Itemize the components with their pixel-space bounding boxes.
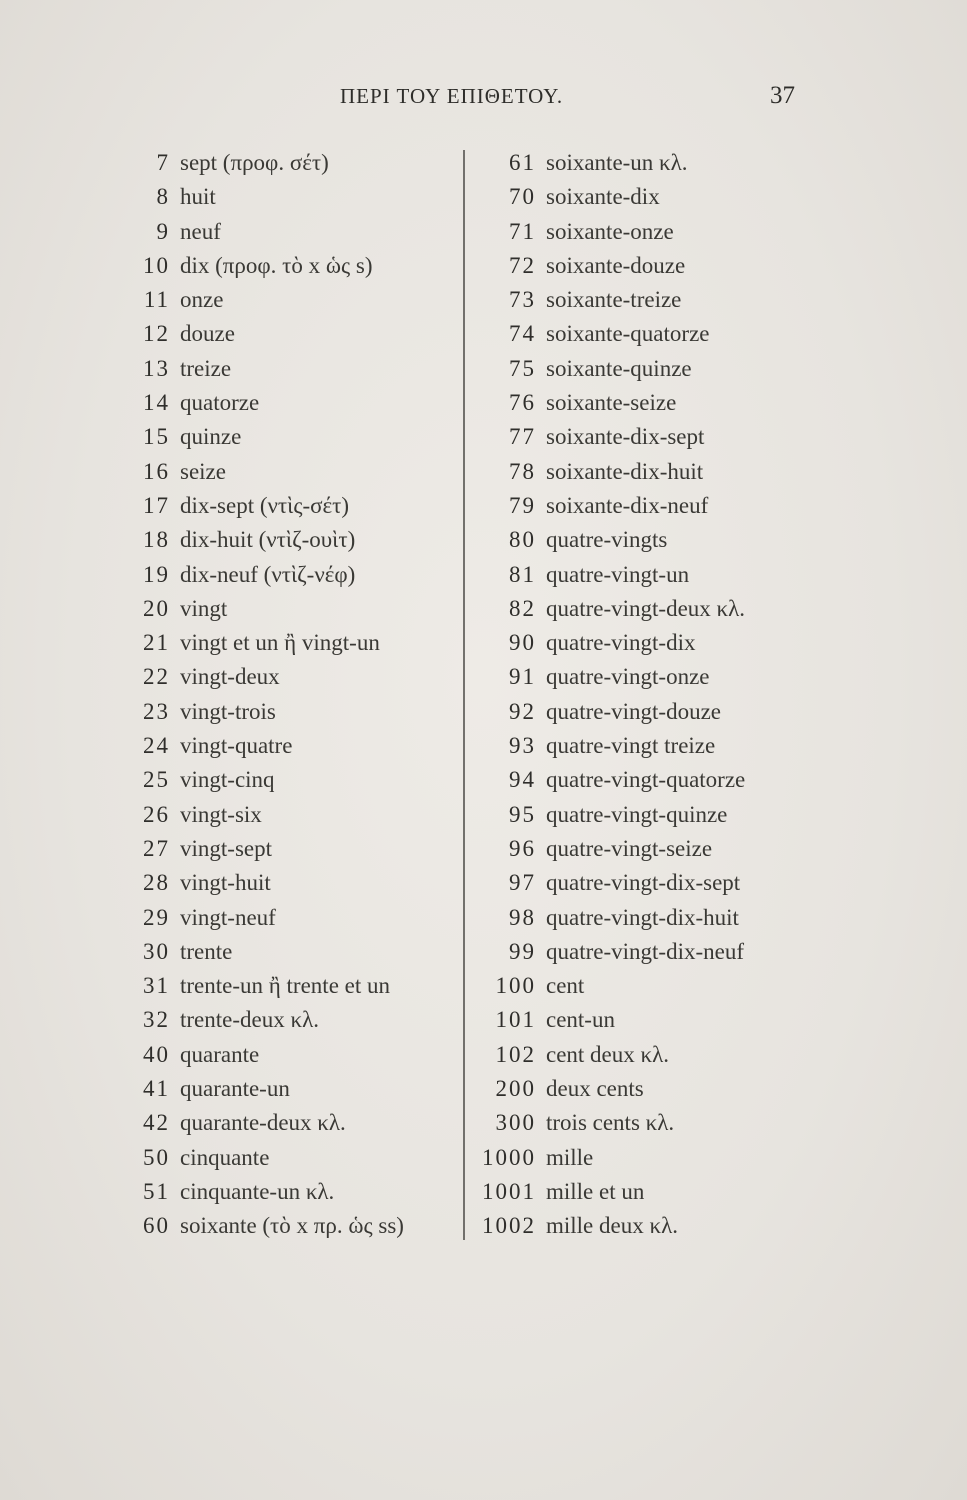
numeral: 7: [156, 150, 170, 175]
number-word: soixante-quinze: [546, 355, 692, 381]
number-row: [120, 489, 460, 523]
number-word: dix (προφ. τὸ x ὡς s): [180, 252, 373, 278]
number-word: soixante-seize: [546, 390, 677, 416]
numeral: 1002: [482, 1213, 536, 1239]
numeral: 1000: [482, 1144, 536, 1170]
number-word: vingt-trois: [180, 698, 276, 724]
numeral: 95: [509, 801, 536, 827]
number-row: [120, 1003, 460, 1037]
number-row: [468, 695, 808, 729]
numeral: 9: [156, 218, 170, 244]
numeral: 16: [143, 458, 170, 484]
page-number: 37: [770, 82, 795, 109]
number-word: quatre-vingt-dix: [546, 630, 696, 656]
number-row: [468, 1072, 808, 1106]
page-title: ΠΕΡΙ ΤΟΥ ΕΠΙΘΕΤΟΥ.: [340, 84, 564, 108]
numeral: 25: [143, 767, 170, 793]
number-word: soixante-onze: [546, 218, 674, 244]
numeral: 76: [509, 390, 536, 416]
numeral: 29: [143, 904, 170, 930]
number-word: quatre-vingt-quinze: [546, 801, 728, 827]
numeral: 24: [143, 733, 170, 759]
number-row: [120, 1209, 460, 1243]
number-row: [468, 592, 808, 626]
numeral: 32: [143, 1007, 170, 1033]
number-row: [468, 180, 808, 214]
number-word: soixante-dix: [546, 184, 660, 210]
number-row: [468, 660, 808, 694]
numeral: 99: [509, 938, 536, 964]
number-row: [120, 1072, 460, 1106]
number-row: [468, 558, 808, 592]
number-row: [120, 455, 460, 489]
number-row: [468, 832, 808, 866]
numeral: 97: [509, 870, 536, 896]
number-row: [120, 1141, 460, 1175]
number-word: quatre-vingt-dix-huit: [546, 904, 739, 930]
numeral: 1001: [482, 1178, 536, 1204]
number-word: vingt-six: [180, 801, 262, 827]
number-row: [468, 1141, 808, 1175]
number-word: cent-un: [546, 1007, 615, 1033]
number-row: [468, 1175, 808, 1209]
numeral: 101: [495, 1007, 536, 1033]
number-row: [468, 489, 808, 523]
number-word: cent deux κλ.: [546, 1041, 670, 1067]
number-row: [120, 386, 460, 420]
number-row: [468, 146, 808, 180]
number-row: [120, 763, 460, 797]
number-word: onze: [180, 287, 224, 313]
number-row: [468, 1106, 808, 1140]
number-word: quatre-vingt-un: [546, 561, 690, 587]
numeral: 23: [143, 698, 170, 724]
number-row: [120, 592, 460, 626]
number-word: vingt-sept: [180, 835, 272, 861]
number-word: dix-neuf (ντὶζ-νέφ): [180, 561, 356, 587]
numeral: 73: [509, 287, 536, 313]
number-row: [468, 523, 808, 557]
number-row: [120, 180, 460, 214]
number-row: [120, 660, 460, 694]
numeral: 78: [509, 458, 536, 484]
numeral: 61: [509, 150, 536, 175]
number-word: soixante-dix-huit: [546, 458, 704, 484]
numeral: 74: [509, 321, 536, 347]
numeral: 72: [509, 252, 536, 278]
number-word: cinquante-un κλ.: [180, 1178, 335, 1204]
number-row: [120, 798, 460, 832]
number-row: [120, 729, 460, 763]
number-row: [120, 249, 460, 283]
number-word: vingt-neuf: [180, 904, 276, 930]
number-word: soixante-treize: [546, 287, 682, 313]
number-word: vingt et un ἢ vingt-un: [180, 630, 380, 656]
numeral: 40: [143, 1041, 170, 1067]
number-word: quatorze: [180, 390, 260, 416]
numeral: 18: [143, 527, 170, 553]
number-row: [120, 866, 460, 900]
numeral: 102: [495, 1041, 536, 1067]
number-row: [120, 558, 460, 592]
number-row: [468, 763, 808, 797]
number-row: [120, 832, 460, 866]
number-word: vingt-cinq: [180, 767, 275, 793]
number-row: [120, 1038, 460, 1072]
number-row: [468, 420, 808, 454]
number-row: [468, 798, 808, 832]
numeral: 71: [509, 218, 536, 244]
numeral: 41: [143, 1076, 170, 1102]
numeral: 30: [143, 938, 170, 964]
numeral: 200: [495, 1076, 536, 1102]
number-word: soixante-dix-sept: [546, 424, 705, 450]
numeral: 50: [143, 1144, 170, 1170]
number-word: soixante-quatorze: [546, 321, 710, 347]
number-row: [120, 420, 460, 454]
numeral: 93: [509, 733, 536, 759]
number-word: quatre-vingt-deux κλ.: [546, 595, 746, 621]
numeral: 60: [143, 1213, 170, 1239]
number-row: [468, 626, 808, 660]
numeral: 79: [509, 492, 536, 518]
number-row: [468, 386, 808, 420]
number-row: [120, 695, 460, 729]
number-row: [468, 455, 808, 489]
number-word: soixante-dix-neuf: [546, 492, 709, 518]
numeral: 26: [143, 801, 170, 827]
number-word: quatre-vingts: [546, 527, 668, 553]
number-word: cinquante: [180, 1144, 270, 1170]
number-word: quatre-vingt-seize: [546, 835, 713, 861]
number-row: [468, 1209, 808, 1243]
number-word: soixante-un κλ.: [546, 150, 688, 175]
number-word: seize: [180, 458, 226, 484]
numeral: 51: [143, 1178, 170, 1204]
number-word: deux cents: [546, 1076, 644, 1102]
number-word: quatre-vingt-dix-neuf: [546, 938, 744, 964]
number-word: trente-un ἢ trente et un: [180, 973, 390, 999]
number-word: quarante-deux κλ.: [180, 1110, 346, 1136]
number-row: [120, 523, 460, 557]
number-word: quatre-vingt-onze: [546, 664, 710, 690]
number-row: [120, 317, 460, 351]
number-word: quatre-vingt-quatorze: [546, 767, 746, 793]
number-row: [120, 352, 460, 386]
number-word: quatre-vingt-dix-sept: [546, 870, 741, 896]
number-row: [468, 901, 808, 935]
number-row: [468, 283, 808, 317]
numeral: 11: [143, 287, 170, 313]
number-word: trente: [180, 938, 233, 964]
numeral: 19: [143, 561, 170, 587]
number-word: trois cents κλ.: [546, 1110, 675, 1136]
number-row: [468, 317, 808, 351]
numeral: 70: [509, 184, 536, 210]
number-word: vingt-deux: [180, 664, 280, 690]
number-row: [468, 1038, 808, 1072]
number-word: dix-huit (ντὶζ-ουὶτ): [180, 527, 356, 553]
numeral: 77: [509, 424, 536, 450]
number-row: [468, 729, 808, 763]
number-row: [120, 283, 460, 317]
number-row: [468, 249, 808, 283]
numeral: 14: [143, 390, 170, 416]
number-word: quatre-vingt treize: [546, 733, 716, 759]
number-word: soixante (τὸ x πρ. ὡς ss): [180, 1213, 404, 1239]
numeral: 21: [143, 630, 170, 656]
numeral: 75: [509, 355, 536, 381]
numeral: 300: [495, 1110, 536, 1136]
numeral: 94: [509, 767, 536, 793]
number-row: [468, 969, 808, 1003]
numeral: 22: [143, 664, 170, 690]
numeral: 91: [509, 664, 536, 690]
number-row: [120, 626, 460, 660]
number-word: dix-sept (ντὶς-σέτ): [180, 492, 350, 518]
numeral: 31: [143, 973, 170, 999]
number-row: [120, 146, 460, 180]
number-word: vingt-huit: [180, 870, 271, 896]
number-row: [468, 1003, 808, 1037]
number-row: [120, 1175, 460, 1209]
number-row: [120, 215, 460, 249]
numeral: 12: [143, 321, 170, 347]
numeral: 98: [509, 904, 536, 930]
number-row: [120, 901, 460, 935]
numeral: 42: [143, 1110, 170, 1136]
numeral: 20: [143, 595, 170, 621]
numeral: 10: [143, 252, 170, 278]
numeral: 8: [156, 184, 170, 210]
number-word: mille: [546, 1144, 594, 1170]
number-word: mille deux κλ.: [546, 1213, 678, 1239]
number-row: [468, 935, 808, 969]
numeral: 13: [143, 355, 170, 381]
numeral: 81: [509, 561, 536, 587]
numeral: 82: [509, 595, 536, 621]
numeral: 92: [509, 698, 536, 724]
right-number-column: [468, 146, 808, 1244]
number-row: [468, 866, 808, 900]
column-divider: [463, 150, 465, 1240]
number-word: soixante-douze: [546, 252, 686, 278]
number-word: quarante: [180, 1041, 260, 1067]
number-word: cent: [546, 973, 585, 999]
numeral: 28: [143, 870, 170, 896]
numeral: 17: [143, 492, 170, 518]
number-word: douze: [180, 321, 235, 347]
number-word: quarante-un: [180, 1076, 290, 1102]
number-word: neuf: [180, 218, 221, 244]
number-row: [120, 1106, 460, 1140]
number-word: huit: [180, 184, 216, 210]
numeral: 100: [495, 973, 536, 999]
running-head: [0, 84, 967, 116]
number-row: [468, 215, 808, 249]
number-word: vingt-quatre: [180, 733, 293, 759]
number-word: sept (προφ. σέτ): [180, 150, 329, 175]
numeral: 15: [143, 424, 170, 450]
numeral: 80: [509, 527, 536, 553]
number-word: vingt: [180, 595, 228, 621]
number-word: trente-deux κλ.: [180, 1007, 319, 1033]
number-word: treize: [180, 355, 232, 381]
number-row: [120, 935, 460, 969]
number-word: mille et un: [546, 1178, 645, 1204]
numeral: 27: [143, 835, 170, 861]
number-word: quinze: [180, 424, 242, 450]
numeral: 96: [509, 835, 536, 861]
number-row: [120, 969, 460, 1003]
number-row: [468, 352, 808, 386]
number-word: quatre-vingt-douze: [546, 698, 721, 724]
numeral: 90: [509, 630, 536, 656]
left-number-column: [120, 146, 460, 1244]
